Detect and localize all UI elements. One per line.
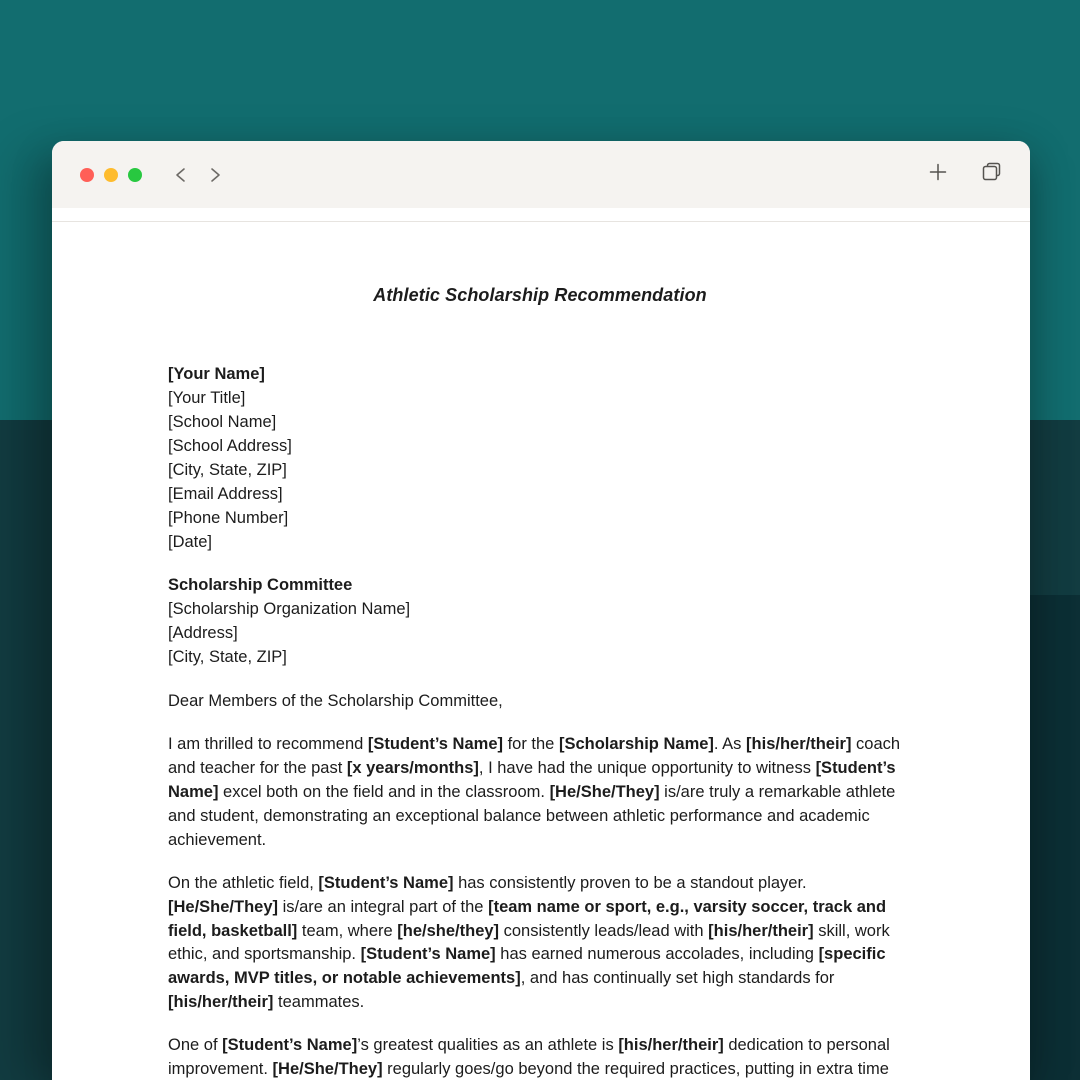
placeholder-token: [Student’s Name] [367, 735, 503, 754]
back-icon[interactable] [172, 165, 190, 185]
placeholder-token: [He/She/They] [168, 897, 279, 916]
address-line: [Scholarship Organization Name] [168, 600, 411, 619]
text-run: has earned numerous accolades, including [495, 945, 819, 964]
placeholder-token: [He/She/They] [272, 1060, 383, 1079]
text-run: One of [168, 1036, 223, 1055]
text-run: is/are truly a remarkable athlete and student, demonstrating an exceptional balance between athletic performance and academic achievement. [168, 782, 896, 849]
show-tabs-icon[interactable] [980, 160, 1004, 189]
titlebar-right-buttons [926, 141, 1004, 208]
text-run: coach and teacher for the past [168, 735, 901, 777]
salutation: Dear Members of the Scholarship Committee, [168, 692, 503, 711]
address-line: [School Address] [168, 436, 292, 455]
text-run: , and has continually set high standards for [520, 969, 835, 988]
text-run: teammates. [273, 993, 365, 1012]
placeholder-token: [Student’s Name] [168, 759, 896, 801]
new-tab-icon[interactable] [926, 160, 950, 189]
maximize-window-button[interactable] [128, 168, 142, 182]
text-run: team, where [297, 921, 398, 940]
forward-icon[interactable] [206, 165, 224, 185]
text-run: On the athletic field, [168, 873, 319, 892]
text-run: , I have had the unique opportunity to witness [478, 759, 816, 777]
navigation-buttons [172, 165, 224, 185]
address-line: Scholarship Committee [168, 576, 353, 595]
close-window-button[interactable] [80, 168, 94, 182]
placeholder-token: [specific awards, MVP titles, or notable achievements] [168, 945, 886, 988]
text-run: consistently leads/lead with [499, 921, 709, 940]
minimize-window-button[interactable] [104, 168, 118, 182]
placeholder-token: [his/her/their] [708, 921, 814, 940]
address-line: [Address] [168, 624, 238, 643]
document-page [52, 222, 1030, 1080]
placeholder-token: [his/her/their] [168, 993, 274, 1012]
text-run: dedication to personal improvement. [168, 1036, 890, 1079]
body-paragraph [168, 872, 912, 1016]
recipient-address-block [168, 574, 912, 670]
text-run: I am thrilled to recommend [168, 735, 368, 754]
body-paragraph [168, 1034, 912, 1080]
window-titlebar [52, 141, 1030, 208]
text-run: regularly goes/go beyond the required practices, putting in extra time [382, 1060, 889, 1079]
address-line: [Your Title] [168, 389, 246, 408]
placeholder-token: [Student’s Name] [318, 873, 454, 892]
placeholder-token: [his/her/their] [618, 1036, 724, 1055]
address-line: [Email Address] [168, 484, 283, 503]
address-line: [City, State, ZIP] [168, 648, 287, 667]
placeholder-token: [his/her/their] [746, 735, 852, 754]
placeholder-token: [he/she/they] [397, 921, 500, 940]
sender-address-block [168, 363, 912, 554]
placeholder-token: [team name or sport, e.g., varsity soccer, track and field, basketball] [168, 897, 887, 940]
address-line: [Phone Number] [168, 508, 289, 527]
placeholder-token: [He/She/They] [549, 782, 660, 801]
address-line: [City, State, ZIP] [168, 460, 287, 479]
placeholder-token: [Student’s Name] [360, 945, 496, 964]
text-run: for the [503, 735, 559, 754]
document-viewport[interactable] [52, 222, 1030, 1080]
placeholder-token: [Scholarship Name] [558, 735, 714, 754]
traffic-lights [80, 168, 142, 182]
address-line: [Date] [168, 532, 213, 551]
toolbar-strip [52, 208, 1030, 222]
text-run: excel both on the field and in the classroom. [218, 782, 550, 801]
body-paragraph [168, 733, 912, 853]
letter-body [168, 733, 912, 1080]
address-line: [School Name] [168, 412, 277, 431]
placeholder-token: [x years/months] [346, 759, 479, 777]
text-run: has consistently proven to be a standout player. [453, 873, 807, 892]
text-run: is/are an integral part of the [278, 897, 489, 916]
placeholder-token: [Student’s Name] [222, 1036, 358, 1055]
browser-window [52, 141, 1030, 1080]
text-run: skill, work ethic, and sportsmanship. [168, 921, 890, 964]
address-line: [Your Name] [168, 365, 265, 384]
page-title: Athletic Scholarship Recommendation [373, 285, 707, 305]
text-run: . As [713, 735, 747, 754]
text-run: ’s greatest qualities as an athlete is [357, 1036, 619, 1055]
